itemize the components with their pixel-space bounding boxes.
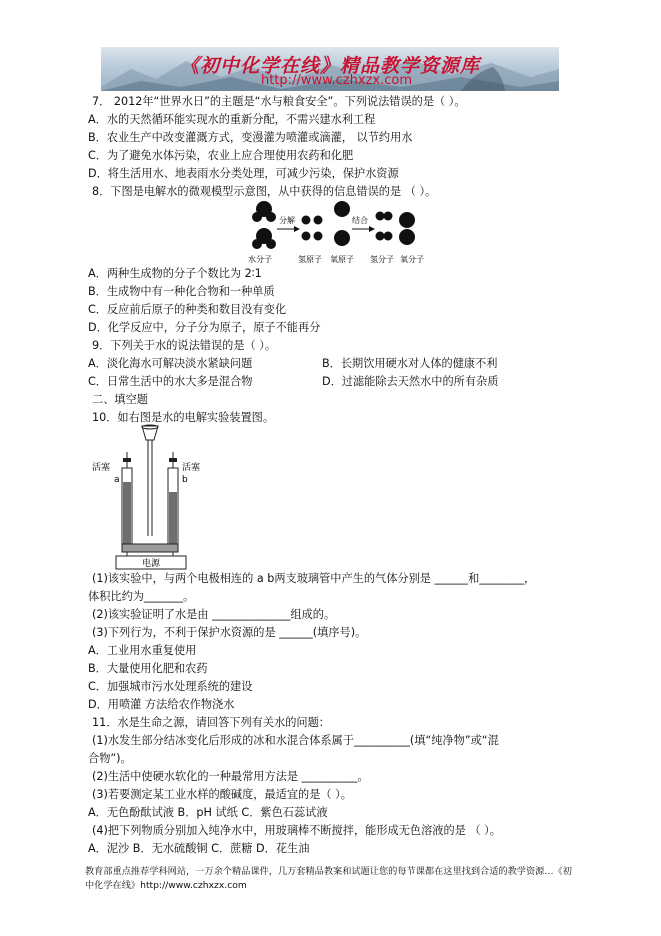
q9-option-a: A．淡化海水可解决淡水紧缺问题: [88, 357, 253, 370]
right-valve-icon: [169, 458, 177, 462]
oxygen-atom-icon: [334, 201, 350, 217]
electrolysis-apparatus-diagram: [86, 424, 216, 570]
q9-option-d: D．过滤能除去天然水中的所有杂质: [322, 375, 499, 388]
label-water-molecule: 水分子: [248, 255, 272, 264]
oxygen-molecule-icon: [399, 212, 415, 245]
label-hydrogen-atom: 氢原子: [298, 255, 322, 264]
q7-option-b: B．农业生产中改变灌溉方式，变漫灌为喷灌或滴灌， 以节约用水: [88, 131, 413, 144]
hydrogen-atom-icon: [314, 232, 323, 241]
q8-stem: 8．下图是电解水的微观模型示意图，从中获得的信息错误的是 （ ）。: [92, 185, 437, 198]
tube-b-label: b: [182, 475, 188, 485]
q8-option-c: C．反应前后原子的种类和数目没有变化: [88, 303, 287, 316]
footer-line1: 教育部重点推荐学科网站，一万余个精品课件，几万套精品教案和试题让您的每节课都在这里找到合适的教学资源…《初: [85, 866, 572, 877]
q11-part4-options: A．泥沙 B．无水硫酸铜 C．蔗糖 D．花生油: [88, 842, 310, 855]
q10-part1-line2: 体积比约为_______。: [88, 590, 195, 603]
banner-url-link[interactable]: http://www.czhxzx.com: [261, 73, 412, 88]
hydrogen-atom-icon: [314, 216, 323, 225]
q10-option-a: A．工业用水重复使用: [88, 644, 197, 657]
q10-option-d: D．用喷灌 方法给农作物浇水: [88, 698, 235, 711]
water-molecule-icon: [252, 201, 276, 222]
q10-part1-line1: (1)该实验中，与两个电极相连的 a b两支玻璃管中产生的气体分别是 ______和________，: [92, 572, 536, 585]
q11-part1-line2: 合物”)。: [88, 752, 132, 765]
hydrogen-atom-icon: [302, 232, 311, 241]
q8-option-d: D．化学反应中，分子分为原子，原子不能再分: [88, 321, 321, 334]
q10-part2: (2)该实验证明了水是由 ______________组成的。: [92, 608, 336, 621]
water-molecule-icon: [252, 228, 276, 249]
section-heading: 二、填空题: [92, 393, 148, 406]
q10-option-b: B．大量使用化肥和农药: [88, 662, 208, 675]
oxygen-atom-icon: [334, 230, 350, 246]
q9-option-b: B．长期饮用硬水对人体的健康不利: [322, 357, 498, 370]
q8-option-b: B．生成物中有一种化合物和一种单质: [88, 285, 275, 298]
label-combine: 结合: [352, 216, 368, 225]
q11-part3: (3)若要测定某工业水样的酸碱度，最适宜的是（ ）。: [92, 788, 352, 801]
label-oxygen-atom: 氧原子: [330, 255, 354, 264]
q7-option-a: A．水的天然循环能实现水的重新分配，不需兴建水利工程: [88, 113, 376, 126]
q7-option-d: D．将生活用水、地表雨水分类处理，可减少污染，保护水资源: [88, 167, 399, 180]
left-valve-icon: [123, 458, 131, 462]
label-decompose: 分解: [279, 216, 295, 225]
q11-stem: 11．水是生命之源，请回答下列有关水的问题：: [92, 716, 330, 729]
q10-part3: (3)下列行为，不利于保护水资源的是 ______(填序号)。: [92, 626, 367, 639]
tube-a-label: a: [114, 475, 120, 485]
q7-option-c: C．为了避免水体污染，农业上应合理使用农药和化肥: [88, 149, 354, 162]
electrolysis-molecular-model-diagram: [244, 198, 434, 266]
power-supply-label: 电源: [142, 559, 161, 569]
hydrogen-atom-icon: [302, 216, 311, 225]
hydrogen-molecule-icon: [376, 232, 393, 241]
q9-option-c: C．日常生活中的水大多是混合物: [88, 375, 253, 388]
q11-part1-line1: (1)水发生部分结冰变化后形成的冰和水混合体系属于__________(填“纯净物”或“混: [92, 734, 499, 747]
q10-stem: 10．如右图是水的电解实验装置图。: [92, 411, 275, 424]
right-valve-label: 活塞: [182, 463, 201, 473]
header-banner: [101, 47, 559, 91]
footer-line2: 中化学在线》http://www.czhxzx.com: [85, 880, 247, 891]
q7-stem: 7． 2012年“世界水日”的主题是“水与粮食安全”。下列说法错误的是（ ）。: [92, 95, 466, 108]
label-oxygen-molecule: 氧分子: [400, 255, 424, 264]
label-hydrogen-molecule: 氢分子: [370, 255, 394, 264]
q11-part4: (4)把下列物质分别加入纯净水中，用玻璃棒不断搅拌，能形成无色溶液的是 （ ）。: [92, 824, 501, 837]
q9-stem: 9．下列关于水的说法错误的是（ ）。: [92, 339, 277, 352]
hydrogen-molecule-icon: [376, 212, 393, 221]
q11-part3-options: A．无色酚酞试液 B．pH 试纸 C．紫色石蕊试液: [88, 806, 328, 819]
banner-title: 《初中化学在线》精品教学资源库: [179, 55, 480, 77]
q11-part2: (2)生活中使硬水软化的一种最常用方法是 __________。: [92, 770, 369, 783]
q10-option-c: C．加强城市污水处理系统的建设: [88, 680, 253, 693]
left-valve-label: 活塞: [92, 463, 111, 473]
q8-option-a: A．两种生成物的分子个数比为 2∶1: [88, 267, 262, 280]
